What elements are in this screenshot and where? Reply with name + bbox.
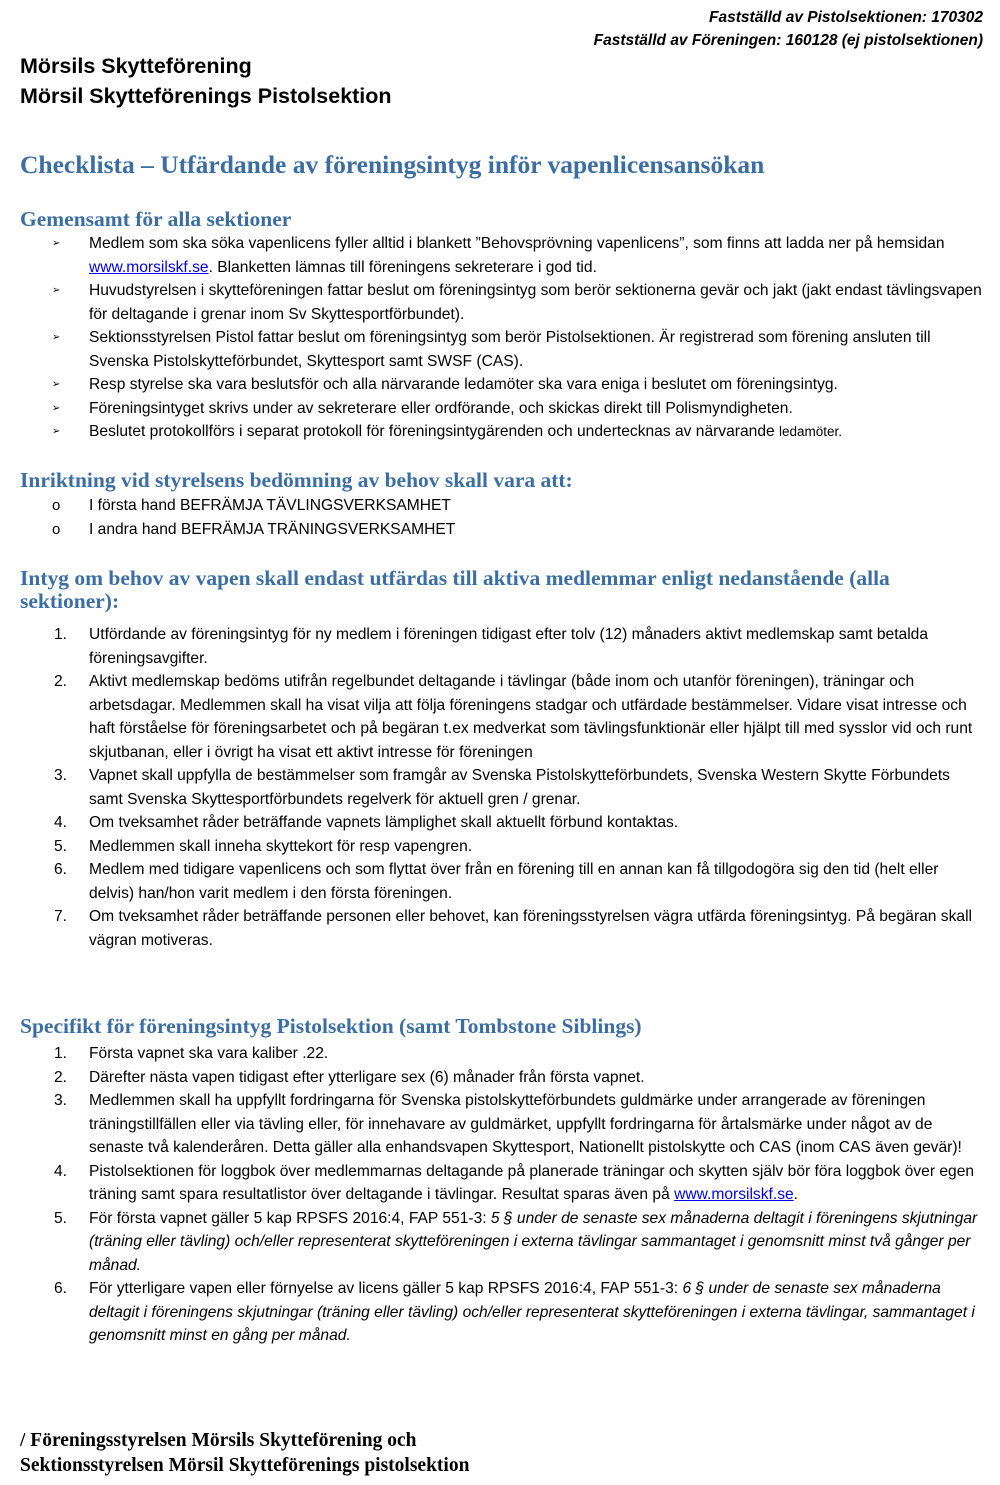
section-heading-certificate: Intyg om behov av vapen skall endast utfärdas till aktiva medlemmar enligt nedanstående (alla sektioner): [20, 566, 890, 613]
section-heading-common: Gemensamt för alla sektioner [20, 207, 292, 231]
certificate-rules-list [0, 623, 1000, 952]
website-link[interactable]: www.morsilskf.se [89, 258, 209, 276]
list-item: 4. Pistolsektionen för loggbok över medlemmarnas deltagande på planerade träningar och skytten själv bör föra loggbok över egen träning samt spara resultatlistor över deltagande i tävlingar. Resultat sparas även på www.morsilskf.se. [0, 1160, 1000, 1207]
list-item: 6. Medlem med tidigare vapenlicens och som flyttat över från en förening till en annan kan få tillgodogöra sig den tid (helt eller delvis) han/hon varit medlem i den första föreningen. [0, 858, 1000, 905]
item-number: 6. [54, 1280, 68, 1297]
list-item: 6. För ytterligare vapen eller förnyelse av licens gäller 5 kap RPSFS 2016:4, FAP 551-3: 6 § under de senaste sex månaderna deltagit i föreningens skjutningar (träning eller tävling) och/eller representerat skytteföreningen i externa tävlingar, sammantaget i genomsnitt minst en gång per månad. [0, 1277, 1000, 1348]
list-item: ➢ Föreningsintyget skrivs under av sekreterare eller ordförande, och skickas direkt till Polismyndigheten. [0, 397, 1000, 421]
section-heading-direction: Inriktning vid styrelsens bedömning av behov skall vara att: [20, 468, 573, 492]
approved-pistol-section: Fastställd av Pistolsektionen: 170302 [709, 9, 983, 26]
item-number: 2. [54, 673, 68, 690]
arrow-bullet-icon: ➢ [52, 238, 61, 249]
list-item: 7. Om tveksamhet råder beträffande personen eller behovet, kan föreningsstyrelsen vägra utfärda föreningsintyg. På begäran skall vägran motiveras. [0, 905, 1000, 952]
item-number: 2. [54, 1068, 68, 1086]
item-number: 5. [54, 1209, 68, 1227]
signoff-line-2: Sektionsstyrelsen Mörsil Skytteförenings pistolsektion [20, 1455, 470, 1476]
list-item: 3. Vapnet skall uppfylla de bestämmelser som framgår av Svenska Pistolskytteförbundets, Svenska Western Skytte Förbundets samt Svenska Skyttesportförbundets regelverk för aktuell gren / grenar. [0, 764, 1000, 811]
list-item: 4. Om tveksamhet råder beträffande vapnets lämplighet skall aktuellt förbund kontaktas. [0, 811, 1000, 835]
organization-names [20, 51, 392, 111]
list-item: ➢ Sektionsstyrelsen Pistol fattar beslut om föreningsintyg som berör Pistolsektionen. Är registrerad som förening ansluten till Svenska Pistolskytteförbundet, Skyttesport samt SWSF (CAS). [0, 326, 1000, 373]
item-number: 1. [54, 1045, 68, 1062]
item-number: 3. [54, 767, 68, 784]
arrow-bullet-icon: ➢ [52, 332, 61, 343]
direction-list [0, 494, 1000, 541]
list-item: 5. Medlemmen skall inneha skyttekort för resp vapengren. [0, 835, 1000, 859]
list-item: 1. Första vapnet ska vara kaliber .22. [0, 1042, 1000, 1066]
arrow-bullet-icon: ➢ [52, 402, 61, 414]
approval-info [594, 6, 983, 52]
item-number: 7. [54, 908, 68, 925]
list-item: 3. Medlemmen skall ha uppfyllt fordringarna för Svenska pistolskytteförbundets guldmärke under arrangerade av föreningen träningstillfällen eller via tävling eller, för innehavare av guldmärket, uppfyllt fordringarna för årtalsmärke under något av de senaste två kalenderåren. Detta gäller alla enhandsvapen Skyttesport, Nationellt pistolskytte och CAS (inom CAS även gevär)! [0, 1089, 1000, 1160]
list-item: ➢ Huvudstyrelsen i skytteföreningen fattar beslut om föreningsintyg som berör sektionerna gevär och jakt (jakt endast tävlingsvapen för deltagande i grenar inom Sv Skyttesportförbundet). [0, 279, 1000, 326]
item-number: 5. [54, 837, 68, 855]
circle-bullet-icon: o [52, 497, 61, 514]
list-item: o I första hand BEFRÄMJA TÄVLINGSVERKSAMHET [0, 494, 1000, 518]
list-item: 5. För första vapnet gäller 5 kap RPSFS 2016:4, FAP 551-3: 5 § under de senaste sex månaderna deltagit i föreningens skjutningar (träning eller tävling) och/eller representerat skytteföreningen i externa tävlingar sammantaget i genomsnitt minst två gånger per månad. [0, 1207, 1000, 1278]
section-heading-pistol: Specifikt för föreningsintyg Pistolsektion (samt Tombstone Siblings) [20, 1014, 642, 1038]
list-item: 2. Aktivt medlemskap bedöms utifrån regelbundet deltagande i tävlingar (både inom och utanför föreningen), träningar och arbetsdagar. Medlemmen skall ha visat vilja att följa föreningens stadgar och utfärdade bestämmelser. Vidare visat intresse och haft förståelse för föreningsarbetet och på begäran t.ex medverkat som tävlingsfunktionär eller hjälpt till med sysslor vid och runt skjutbanan, eller i övrigt ha visat ett aktivt intresse för föreningen [0, 670, 1000, 764]
item-number: 1. [54, 626, 68, 643]
item-number: 6. [54, 861, 68, 878]
list-item: o I andra hand BEFRÄMJA TRÄNINGSVERKSAMHET [0, 518, 1000, 542]
item-number: 4. [54, 814, 68, 831]
list-item: 2. Därefter nästa vapen tidigast efter ytterligare sex (6) månader från första vapnet. [0, 1066, 1000, 1090]
item-number: 4. [54, 1162, 68, 1180]
item-number: 3. [54, 1092, 68, 1109]
org-name-club: Mörsils Skytteförening [20, 54, 252, 78]
arrow-bullet-icon: ➢ [52, 426, 61, 437]
list-item: ➢ Resp styrelse ska vara beslutsför och alla närvarande ledamöter ska vara eniga i beslutet om föreningsintyg. [0, 373, 1000, 397]
approved-club: Fastställd av Föreningen: 160128 (ej pistolsektionen) [593, 32, 983, 49]
website-link[interactable]: www.morsilskf.se [674, 1186, 794, 1203]
list-item: ➢ Medlem som ska söka vapenlicens fyller alltid i blankett ”Behovsprövning vapenlicens”, som finns att ladda ner på hemsidan www.morsilskf.se. Blanketten lämnas till föreningens sekreterare i god tid. [0, 232, 1000, 279]
arrow-bullet-icon: ➢ [52, 285, 61, 296]
org-name-pistol-section: Mörsil Skytteförenings Pistolsektion [20, 84, 392, 108]
document-title: Checklista – Utfärdande av föreningsintyg inför vapenlicensansökan [20, 150, 765, 179]
signoff [20, 1428, 469, 1478]
circle-bullet-icon: o [52, 520, 61, 538]
list-item: 1. Utfördande av föreningsintyg för ny medlem i föreningen tidigast efter tolv (12) månaders aktivt medlemskap samt betalda föreningsavgifter. [0, 623, 1000, 670]
pistol-rules-list [0, 1042, 1000, 1348]
list-item: ➢ Beslutet protokollförs i separat protokoll för föreningsintygärenden och undertecknas av närvarande ledamöter. [0, 420, 1000, 444]
common-rules-list [0, 232, 1000, 444]
signoff-line-1: / Föreningsstyrelsen Mörsils Skytteförening och [20, 1430, 417, 1451]
arrow-bullet-icon: ➢ [52, 379, 61, 390]
